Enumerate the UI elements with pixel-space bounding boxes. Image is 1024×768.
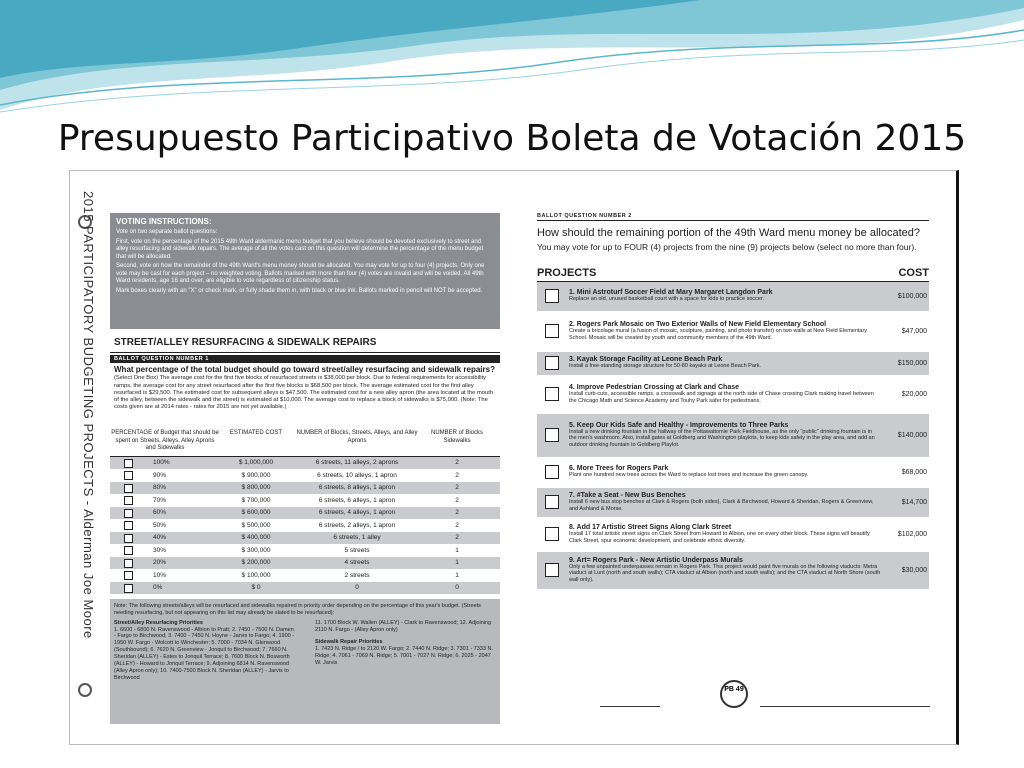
ballot-question-label: BALLOT QUESTION NUMBER 1 <box>110 355 500 364</box>
ballot-document <box>69 170 959 745</box>
vote-checkbox[interactable] <box>545 563 559 577</box>
blocks-cell: 6 streets, 11 alleys, 2 aprons <box>315 459 399 467</box>
question-1: What percentage of the total budget should go toward street/alley resurfacing and sidewalk repairs? <box>114 365 495 375</box>
vote-checkbox[interactable] <box>124 571 133 580</box>
projects-header <box>537 265 929 282</box>
table-row <box>110 570 500 583</box>
project-title: 8. Add 17 Artistic Street Signs Along Clark Street <box>569 523 732 531</box>
side-text: 2015 PARTICIPATORY BUDGETING PROJECTS - Alderman Joe Moore <box>81 191 96 639</box>
list-title: Street/Alley Resurfacing Priorities <box>114 619 203 626</box>
pct-cell: 50% <box>153 521 167 529</box>
ballot-question-1-panel <box>110 213 500 721</box>
cost-cell: $ 800,000 <box>241 484 271 492</box>
blocks-cell: 6 streets, 2 alleys, 1 apron <box>318 521 396 529</box>
priority-notes <box>110 599 500 724</box>
cost-label: COST <box>898 266 929 279</box>
project-title: 5. Keep Our Kids Safe and Healthy - Improvements to Three Parks <box>569 421 789 429</box>
sidewalks-cell: 1 <box>455 546 459 554</box>
project-description: Install a free-standing storage structure for 50-80 kayaks at Leone Beach Park. <box>569 363 761 370</box>
vote-checkbox[interactable] <box>545 527 559 541</box>
project-cost: $47,000 <box>901 327 927 335</box>
project-description: Plant one hundred new trees across the Ward to replace lost trees and increase the green canopy. <box>569 472 809 479</box>
pct-cell: 10% <box>153 571 167 579</box>
project-title: 4. Improve Pedestrian Crossing at Clark and Chase <box>569 383 740 391</box>
project-cost: $30,000 <box>901 566 927 574</box>
blocks-cell: 6 streets, 4 alleys, 1 apron <box>318 509 396 517</box>
sidewalks-cell: 0 <box>455 584 459 592</box>
cost-cell: $ 200,000 <box>241 559 271 567</box>
project-row <box>537 312 929 352</box>
sidewalks-cell: 2 <box>455 534 459 542</box>
project-title: 3. Kayak Storage Facility at Leone Beach Park <box>569 356 723 364</box>
vote-checkbox[interactable] <box>545 289 559 303</box>
pct-cell: 0% <box>153 584 163 592</box>
pct-cell: 20% <box>153 559 167 567</box>
cost-cell: $ 0 <box>251 584 261 592</box>
pb49-seal: PB 49 <box>720 680 748 708</box>
project-cost: $20,000 <box>901 390 927 398</box>
project-cost: $102,000 <box>897 530 927 538</box>
vote-checkbox[interactable] <box>545 356 559 370</box>
column-header: PERCENTAGE of Budget that should be spent on Streets, Alleys, Alley Aprons and Sidewalks <box>111 430 219 452</box>
priority-list: 1. 6600 - 6800 N. Ravenswood - Albion to Pratt; 2. 7450 - 7500 N. Damen - Fargo to Birchwood; 3. 7400 - 7450 N. Hoyne - Jarvis to Fargo; 4. 1900 - 1950 W. Fargo - Wolcott to Winchester; 5. 7000 - 7034 N. Glenwood (Southbound); 6. 7620 N. Greenview - Jonquil to Birchwood; 7. 7660 N. Sheridan (ALLEY) - Estes to Jonquil Terrace; 8. 7600 Block N. Bosworth (ALLEY) - Howard to Jonquil Terrace; 9. Adjoining 6814 N. Ravenswood (Alley Apron only); 10. 7400-7500 Block N. Sheridan (ALLEY) - Jarvis to Birchwood <box>114 626 295 681</box>
pct-cell: 70% <box>153 496 167 504</box>
pct-cell: 60% <box>153 509 167 517</box>
project-cost: $68,000 <box>901 468 927 476</box>
ballot-question-2-panel <box>537 213 929 590</box>
cost-cell: $ 400,000 <box>241 534 271 542</box>
project-title: 7. #Take a Seat - New Bus Benches <box>569 491 686 499</box>
sidewalks-cell: 2 <box>455 521 459 529</box>
sidewalks-cell: 2 <box>455 496 459 504</box>
project-description: Install 17 total artistic street signs on Clark Street from Howard to Albion, one on every other block. These signs will beautify Clark Street, spur economic development, and celebrate ethnic diversity. <box>569 530 870 544</box>
blocks-cell: 6 streets, 8 alleys, 1 apron <box>318 484 396 492</box>
project-cost: $140,000 <box>897 431 927 439</box>
decorative-waves <box>0 0 1024 130</box>
instructions-heading: VOTING INSTRUCTIONS: <box>116 217 212 226</box>
vote-checkbox[interactable] <box>545 495 559 509</box>
project-description: Install curb-cuts, accessible ramps, a crosswalk and signage at the north side of Chase crossing Clark making travel between the Chicago Math and Science Academy and Touhy Park safer for pedestrians. <box>569 390 874 404</box>
table-row <box>110 470 500 483</box>
project-list <box>537 282 929 590</box>
slide-title: Presupuesto Participativo Boleta de Votación 2015 <box>57 118 967 159</box>
notes-intro: Note: The following streets/alleys will be resurfaced and sidewalks repaired in priority order depending on the percentage of this year's budget. (Streets needing resurfacing, but not appearing on this list may already be slated to be resurfaced): <box>114 602 481 616</box>
divider <box>760 706 930 707</box>
section-heading: STREET/ALLEY RESURFACING & SIDEWALK REPAIRS <box>110 335 500 353</box>
instructions-text: First, vote on the percentage of the 2015 49th Ward aldermanic menu budget that you believe should be devoted exclusively to street and alley resurfacing and sidewalk repairs. The average of all the votes cast on this question will determine the percentage of the menu budget that will be allocated. <box>116 238 484 260</box>
pct-cell: 90% <box>153 471 167 479</box>
sidewalks-cell: 2 <box>455 509 459 517</box>
table-row <box>110 520 500 533</box>
instructions-text: Vote on two separate ballot questions: <box>116 229 218 235</box>
divider <box>600 706 660 707</box>
side-banner <box>74 191 104 731</box>
pct-cell: 30% <box>153 546 167 554</box>
vote-checkbox[interactable] <box>124 534 133 543</box>
project-description: Replace an old, unused basketball court with a space for kids to practice soccer. <box>569 296 765 303</box>
table-row <box>110 482 500 495</box>
cost-cell: $ 900,000 <box>241 471 271 479</box>
project-cost: $150,000 <box>897 359 927 367</box>
project-cost: $100,000 <box>897 292 927 300</box>
vote-checkbox[interactable] <box>124 459 133 468</box>
cost-cell: $ 100,000 <box>241 571 271 579</box>
table-row <box>110 532 500 545</box>
sidewalks-cell: 1 <box>455 571 459 579</box>
sidewalks-cell: 1 <box>455 559 459 567</box>
priority-list: 11. 1700 Block W. Wallen (ALLEY) - Clark to Ravenswood; 12. Adjoining 2110 N. Fargo - (Alley Apron only) <box>315 619 492 633</box>
table-header <box>110 429 500 457</box>
table-row <box>110 557 500 570</box>
voting-instructions <box>110 213 500 329</box>
project-row <box>537 552 929 590</box>
list-title: Sidewalk Repair Priorities <box>315 639 383 646</box>
cost-cell: $ 1,000,000 <box>238 459 274 467</box>
table-row <box>110 495 500 508</box>
instructions-text: Second, vote on how the remainder of the 49th Ward's menu money should be allocated. You may vote for up to four (4) projects. Only one vote may be cast for each project – no weighted voting. Ballots marked with more than four (4) votes are invalid and will be voided. All 49th Ward residents, age 16 and over, are eligible to vote regardless of citizenship status. <box>116 263 485 284</box>
blocks-cell: 6 streets, 6 alleys, 1 apron <box>318 496 396 504</box>
project-description: Install a new drinking fountain in the hallway of the Pottawattomie Park Fieldhouse, as the only "public" drinking fountain is in the men's washroom. Also, install gates at Goldberg and Washington playlots, to keep kids safely in the play area, and add an outdoor drinking fountain to Goldberg Playlot. <box>569 428 875 449</box>
pct-cell: 100% <box>153 459 170 467</box>
project-row <box>537 376 929 414</box>
ward-seal-icon <box>78 683 92 697</box>
project-row <box>537 352 929 376</box>
project-title: 2. Rogers Park Mosaic on Two Exterior Walls of New Field Elementary School <box>569 320 827 328</box>
projects-label: PROJECTS <box>537 266 597 279</box>
blocks-cell: 6 streets, 1 alley <box>333 534 381 542</box>
blocks-cell: 6 streets, 10 alleys, 1 apron <box>317 471 397 479</box>
vote-checkbox[interactable] <box>124 546 133 555</box>
project-description: Only a few unpainted underpasses remain in Rogers Park. This project would paint five murals on the following viaducts: Metra viaduct at Lunt (north and south walls); CTA viaduct at Albion (north and south walls); and the CTA viaduct at North Shore (south wall only). <box>569 563 881 584</box>
column-header: NUMBER of Blocks, Streets, Alleys, and Alley Aprons <box>296 430 418 444</box>
vote-checkbox[interactable] <box>124 559 133 568</box>
question-2: How should the remaining portion of the 49th Ward menu money be allocated? <box>537 227 920 239</box>
table-row <box>110 507 500 520</box>
column-header: ESTIMATED COST <box>229 430 283 437</box>
pct-cell: 80% <box>153 484 167 492</box>
vote-checkbox[interactable] <box>124 584 133 593</box>
project-description: Install 6 new bus stop benches at Clark & Rogers (both sides), Clark & Birchwood, Howard & Sheridan, Rogers & Greenview, and Ashland & Morse. <box>569 498 874 512</box>
vote-checkbox[interactable] <box>545 428 559 442</box>
vote-checkbox[interactable] <box>124 521 133 530</box>
ballot-question-label: BALLOT QUESTION NUMBER 2 <box>537 213 929 221</box>
priority-list: 1. 7423 N. Ridge / to 2120 W. Fargo; 2. 7440 N. Ridge; 3. 7301 - 7333 N. Ridge; 4. 7061 - 7069 N. Ridge; 5. 7001 - 7027 N. Ridge; 6. 2025 - 2047 W. Jarvis <box>315 646 493 666</box>
cost-cell: $ 700,000 <box>241 496 271 504</box>
cost-cell: $ 500,000 <box>241 521 271 529</box>
vote-checkbox[interactable] <box>124 509 133 518</box>
blocks-cell: 5 streets <box>344 546 370 554</box>
instructions-text: Mark boxes clearly with an "X" or check mark, or fully shade them in, with black or blue ink. Ballots marked in pencil will NOT be accepted. <box>116 287 483 294</box>
table-row <box>110 545 500 558</box>
vote-checkbox[interactable] <box>124 484 133 493</box>
sidewalks-cell: 2 <box>455 471 459 479</box>
column-header: NUMBER of Blocks Sidewalks <box>430 430 483 444</box>
blocks-cell: 4 streets <box>344 559 370 567</box>
project-title: 1. Mini Astroturf Soccer Field at Mary Margaret Langdon Park <box>569 289 773 297</box>
sidewalks-cell: 2 <box>455 484 459 492</box>
project-row <box>537 488 929 518</box>
project-row <box>537 282 929 312</box>
vote-checkbox[interactable] <box>124 471 133 480</box>
project-title: 6. More Trees for Rogers Park <box>569 465 669 473</box>
table-row <box>110 582 500 595</box>
project-description: Create a bricolage mural (a fusion of mosaic, sculpture, painting, and photo transfer) on two walls at New Field Elementary School. Mosaic will be created by youth and community members of the 49th Ward. <box>569 327 868 341</box>
project-row <box>537 414 929 458</box>
vote-checkbox[interactable] <box>124 496 133 505</box>
sidewalks-cell: 2 <box>455 459 459 467</box>
project-cost: $14,700 <box>901 498 927 506</box>
blocks-cell: 0 <box>355 584 359 592</box>
question-2-instructions: You may vote for up to FOUR (4) projects from the nine (9) projects below (select no more than four). <box>537 242 917 253</box>
cost-cell: $ 600,000 <box>241 509 271 517</box>
pct-cell: 40% <box>153 534 167 542</box>
project-row <box>537 458 929 488</box>
question-1-note: (Select One Box) The average cost for the first five blocks of resurfaced streets is $38,000 per block. Due to federal requirements for accessibility ramps, the average cost for any street resurfaced after the first five blocks is $68,500 per block. The average estimated cost for the first alley resurfaced is $29,500. The estimated cost for subsequent alleys is $47,500. The estimated cost for a new alley apron (the area located at the mouth of the alley, between the sidewalk and the street) is estimated at $10,000. The average cost to replace a block of sidewalks is $75,000. (Note: The costs given are at 2014 rates - rates for 2015 are not yet available.) <box>114 375 494 411</box>
blocks-cell: 2 streets <box>344 571 370 579</box>
vote-checkbox[interactable] <box>545 465 559 479</box>
project-title: 9. Art= Rogers Park - New Artistic Underpass Murals <box>569 556 743 564</box>
table-row <box>110 457 500 470</box>
project-row <box>537 518 929 552</box>
cost-cell: $ 300,000 <box>241 546 271 554</box>
budget-table <box>110 457 500 595</box>
vote-checkbox[interactable] <box>545 387 559 401</box>
vote-checkbox[interactable] <box>545 324 559 338</box>
